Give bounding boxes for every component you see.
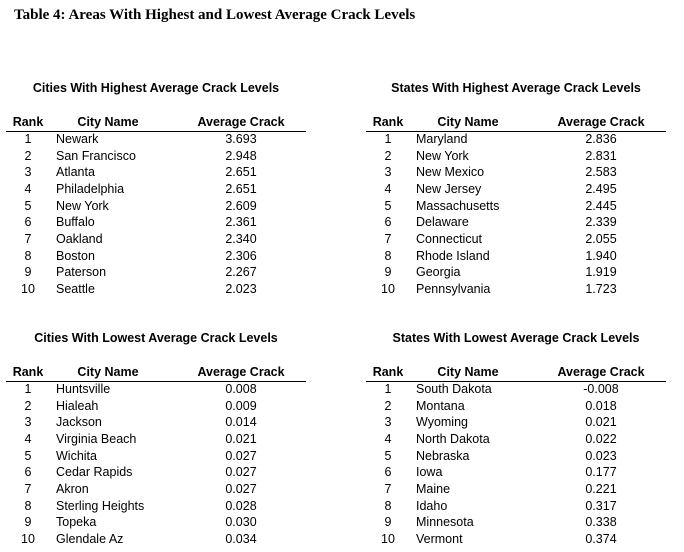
table-row [366,265,666,281]
city-name-cell: Atlanta [56,165,95,180]
city-name-cell: Massachusetts [416,198,500,213]
rank-cell: 7 [384,231,392,246]
rank-cell: 8 [24,498,32,513]
table-row [6,499,306,515]
rank-cell: 3 [24,165,32,180]
table-row [6,232,306,248]
average-crack-cell: 1.940 [585,248,617,263]
average-crack-cell: 0.027 [225,465,257,480]
table-row [6,465,306,481]
table-row [6,449,306,465]
average-crack-cell: 0.023 [585,448,617,463]
header-average-crack: Average Crack [557,365,645,379]
rank-cell: 9 [24,265,32,280]
average-crack-cell: 1.723 [585,281,617,296]
rank-cell: 10 [381,531,395,546]
document-title: Table 4: Areas With Highest and Lowest Average Crack Levels [14,7,416,23]
city-name-cell: Delaware [416,215,469,230]
rank-cell: 1 [384,132,392,146]
city-name-cell: Iowa [416,465,443,480]
table-row [366,149,666,165]
average-crack-cell: 2.495 [585,181,617,196]
rank-cell: 6 [384,215,392,230]
table-row [366,532,666,548]
city-name-cell: New York [56,198,109,213]
city-name-cell: Montana [416,398,465,413]
table-row [6,515,306,531]
rank-cell: 1 [24,132,32,146]
city-name-cell: South Dakota [416,382,492,396]
table-row [366,382,666,398]
table-row [366,449,666,465]
table-row [6,415,306,431]
average-crack-cell: 0.027 [225,448,257,463]
table-header-row [366,115,666,132]
city-name-cell: Wichita [56,448,97,463]
rank-cell: 5 [24,198,32,213]
average-crack-cell: 2.339 [585,215,617,230]
average-crack-cell: 0.177 [585,465,617,480]
table-row [366,232,666,248]
table-row [366,215,666,231]
rank-cell: 10 [21,531,35,546]
average-crack-cell: 2.023 [225,281,257,296]
city-name-cell: Buffalo [56,215,95,230]
average-crack-cell: 2.055 [585,231,617,246]
average-crack-cell: 0.022 [585,431,617,446]
table-row [6,399,306,415]
table-row [6,182,306,198]
rank-cell: 3 [24,415,32,430]
city-name-cell: Paterson [56,265,107,280]
rank-cell: 7 [24,481,32,496]
city-name-cell: Topeka [56,515,97,530]
average-crack-cell: 0.021 [225,431,257,446]
table-row [366,249,666,265]
city-name-cell: Maryland [416,132,468,146]
table-row [6,249,306,265]
average-crack-cell: 0.338 [585,515,617,530]
table-row [6,265,306,281]
city-name-cell: Nebraska [416,448,470,463]
table-row [366,515,666,531]
rank-cell: 5 [384,448,392,463]
rank-cell: 5 [384,198,392,213]
table-title: Cities With Lowest Average Crack Levels [34,331,278,345]
rank-cell: 8 [24,248,32,263]
table-row [6,165,306,181]
average-crack-cell: 0.028 [225,498,257,513]
header-city-name: City Name [437,365,499,379]
table-row [366,399,666,415]
rank-cell: 4 [24,181,32,196]
table-row [366,199,666,215]
table-row [366,432,666,448]
rank-cell: 5 [24,448,32,463]
average-crack-cell: 0.317 [585,498,617,513]
table-row [366,465,666,481]
header-average-crack: Average Crack [197,115,285,129]
rank-cell: 2 [384,148,392,163]
rank-cell: 1 [384,382,392,396]
table-row [6,482,306,498]
table-title: States With Lowest Average Crack Levels [392,331,640,345]
average-crack-cell: 2.361 [225,215,257,230]
city-name-cell: New Jersey [416,181,482,196]
average-crack-cell: 2.267 [225,265,257,280]
average-crack-cell: 0.221 [585,481,617,496]
average-crack-cell: 0.374 [585,531,617,546]
city-name-cell: Minnesota [416,515,474,530]
table-row [6,382,306,398]
average-crack-cell: 0.008 [225,382,257,396]
rank-cell: 4 [384,431,392,446]
table-row [6,149,306,165]
rank-cell: 2 [24,398,32,413]
rank-cell: 6 [24,465,32,480]
table-row [366,182,666,198]
city-name-cell: Wyoming [416,415,468,430]
table-header-row [366,365,666,382]
city-name-cell: Connecticut [416,231,483,246]
table-row [366,499,666,515]
city-name-cell: Seattle [56,281,95,296]
city-name-cell: Cedar Rapids [56,465,133,480]
average-crack-cell: 0.018 [585,398,617,413]
rank-cell: 4 [24,431,32,446]
table-row [366,282,666,298]
average-crack-cell: 1.919 [585,265,617,280]
average-crack-cell: 2.836 [585,132,617,146]
city-name-cell: Sterling Heights [56,498,145,513]
header-city-name: City Name [77,115,139,129]
table-row [366,415,666,431]
header-average-crack: Average Crack [197,365,285,379]
rank-cell: 6 [384,465,392,480]
rank-cell: 2 [384,398,392,413]
table-title: States With Highest Average Crack Levels [391,81,641,95]
rank-cell: 7 [24,231,32,246]
city-name-cell: Hialeah [56,398,99,413]
average-crack-cell: -0.008 [583,382,619,396]
header-rank: Rank [372,115,404,129]
table-header-row [6,365,306,382]
header-average-crack: Average Crack [557,115,645,129]
city-name-cell: Rhode Island [416,248,490,263]
city-name-cell: Virginia Beach [56,431,137,446]
city-name-cell: Oakland [56,231,103,246]
average-crack-cell: 0.034 [225,531,257,546]
average-crack-cell: 2.948 [225,148,257,163]
city-name-cell: San Francisco [56,148,136,163]
header-city-name: City Name [77,365,139,379]
rank-cell: 1 [24,382,32,396]
table-row [6,532,306,548]
table-row [6,432,306,448]
rank-cell: 2 [24,148,32,163]
city-name-cell: Maine [416,481,451,496]
city-name-cell: New York [416,148,469,163]
city-name-cell: Glendale Az [56,531,124,546]
rank-cell: 8 [384,498,392,513]
average-crack-cell: 2.340 [225,231,257,246]
average-crack-cell: 0.014 [225,415,257,430]
header-city-name: City Name [437,115,499,129]
rank-cell: 3 [384,415,392,430]
table-row [6,132,306,148]
rank-cell: 9 [384,265,392,280]
average-crack-cell: 2.445 [585,198,617,213]
table-header-row [6,115,306,132]
city-name-cell: Jackson [56,415,102,430]
table-row [366,132,666,148]
city-name-cell: Huntsville [56,382,111,396]
rank-cell: 4 [384,181,392,196]
table-row [366,165,666,181]
city-name-cell: Boston [56,248,95,263]
rank-cell: 10 [21,281,35,296]
rank-cell: 6 [24,215,32,230]
city-name-cell: Newark [56,132,99,146]
average-crack-cell: 0.030 [225,515,257,530]
table-row [6,199,306,215]
average-crack-cell: 2.831 [585,148,617,163]
rank-cell: 3 [384,165,392,180]
rank-cell: 9 [24,515,32,530]
rank-cell: 9 [384,515,392,530]
rank-cell: 10 [381,281,395,296]
average-crack-cell: 2.306 [225,248,257,263]
city-name-cell: Idaho [416,498,448,513]
table-row [6,215,306,231]
average-crack-cell: 0.009 [225,398,257,413]
average-crack-cell: 2.651 [225,165,257,180]
city-name-cell: New Mexico [416,165,485,180]
rank-cell: 8 [384,248,392,263]
average-crack-cell: 2.583 [585,165,617,180]
city-name-cell: Akron [56,481,89,496]
header-rank: Rank [372,365,404,379]
city-name-cell: North Dakota [416,431,490,446]
table-row [6,282,306,298]
rank-cell: 7 [384,481,392,496]
city-name-cell: Philadelphia [56,181,125,196]
average-crack-cell: 0.027 [225,481,257,496]
city-name-cell: Pennsylvania [416,281,491,296]
city-name-cell: Georgia [416,265,461,280]
city-name-cell: Vermont [416,531,463,546]
average-crack-cell: 2.609 [225,198,257,213]
table-title: Cities With Highest Average Crack Levels [32,81,280,95]
header-rank: Rank [12,115,44,129]
average-crack-cell: 0.021 [585,415,617,430]
average-crack-cell: 2.651 [225,181,257,196]
table-row [366,482,666,498]
average-crack-cell: 3.693 [225,132,257,146]
header-rank: Rank [12,365,44,379]
